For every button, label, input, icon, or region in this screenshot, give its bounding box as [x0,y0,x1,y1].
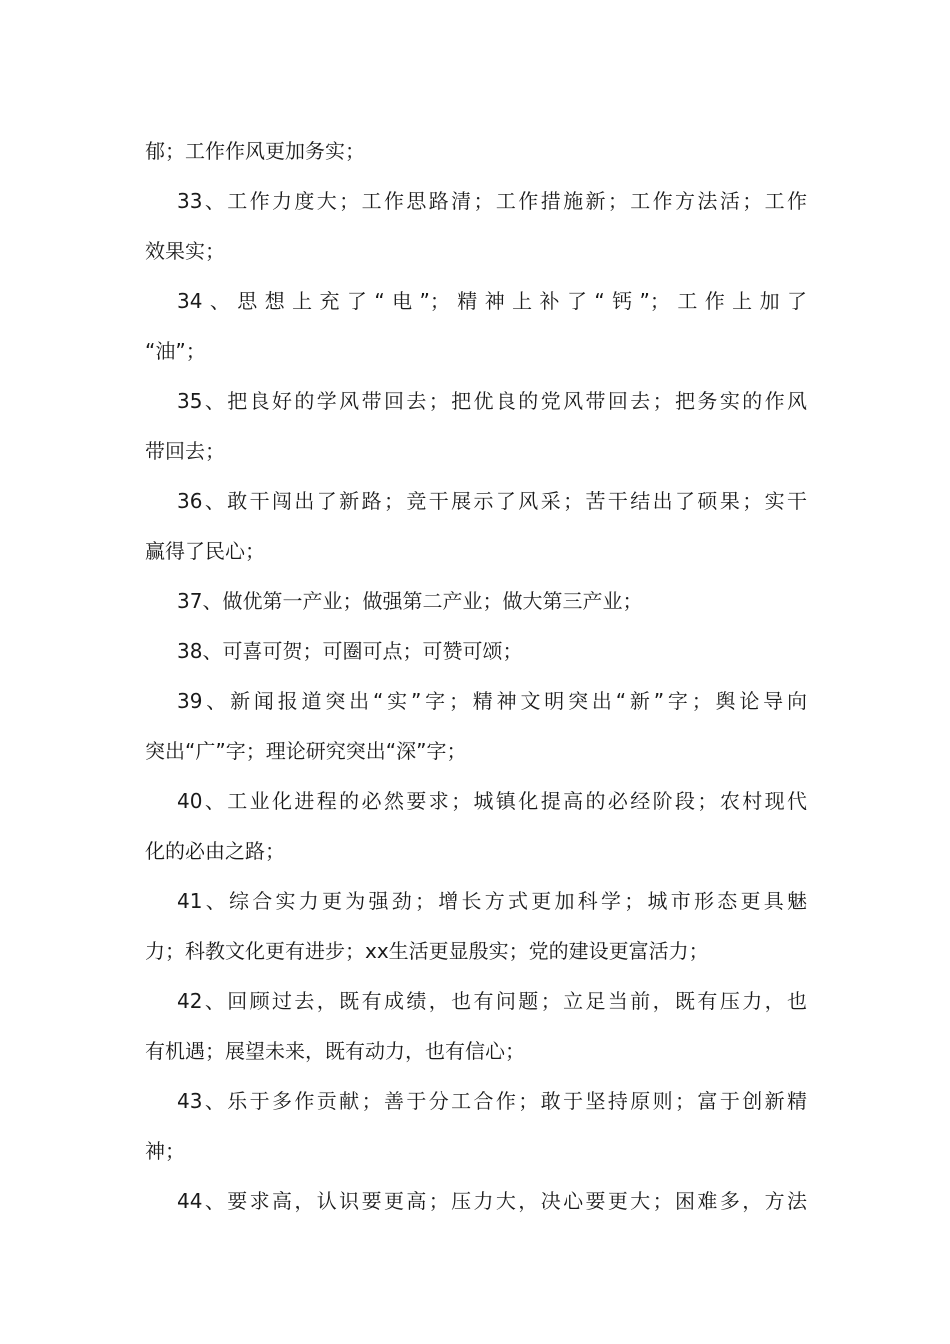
text-line: 38、可喜可贺；可圈可点；可赞可颂； [177,639,523,663]
document-body [145,136,807,1236]
text-line: 39、新闻报道突出“实”字；精神文明突出“新”字；舆论导向 [177,689,807,713]
text-line: 赢得了民心； [145,539,265,563]
text-line: 36、敢干闯出了新路；竞干展示了风采；苦干结出了硕果；实干 [177,489,807,513]
text-line: 化的必由之路； [145,839,285,863]
text-line: 37、做优第一产业；做强第二产业；做大第三产业； [177,589,643,613]
text-line: 33、工作力度大；工作思路清；工作措施新；工作方法活；工作 [177,189,807,213]
text-line: 34、思想上充了“电”；精神上补了“钙”；工作上加了 [177,289,807,313]
text-line: 44、要求高，认识要更高；压力大，决心要更大；困难多，方法 [177,1189,807,1213]
text-line: 42、回顾过去，既有成绩，也有问题；立足当前，既有压力，也 [177,989,807,1013]
text-line: 43、乐于多作贡献；善于分工合作；敢于坚持原则；富于创新精 [177,1089,807,1113]
text-line: 效果实； [145,239,225,263]
text-line: “油”； [145,339,206,363]
text-line: 带回去； [145,439,225,463]
text-line: 力；科教文化更有进步；xx生活更显殷实；党的建设更富活力； [145,939,709,963]
text-line: 神； [145,1139,185,1163]
text-line: 35、把良好的学风带回去；把优良的党风带回去；把务实的作风 [177,389,807,413]
text-line: 40、工业化进程的必然要求；城镇化提高的必经阶段；农村现代 [177,789,807,813]
text-line: 有机遇；展望未来，既有动力，也有信心； [145,1039,525,1063]
text-line: 突出“广”字；理论研究突出“深”字； [145,739,467,763]
text-line: 郁；工作作风更加务实； [145,139,365,163]
text-line: 41、综合实力更为强劲；增长方式更加科学；城市形态更具魅 [177,889,807,913]
